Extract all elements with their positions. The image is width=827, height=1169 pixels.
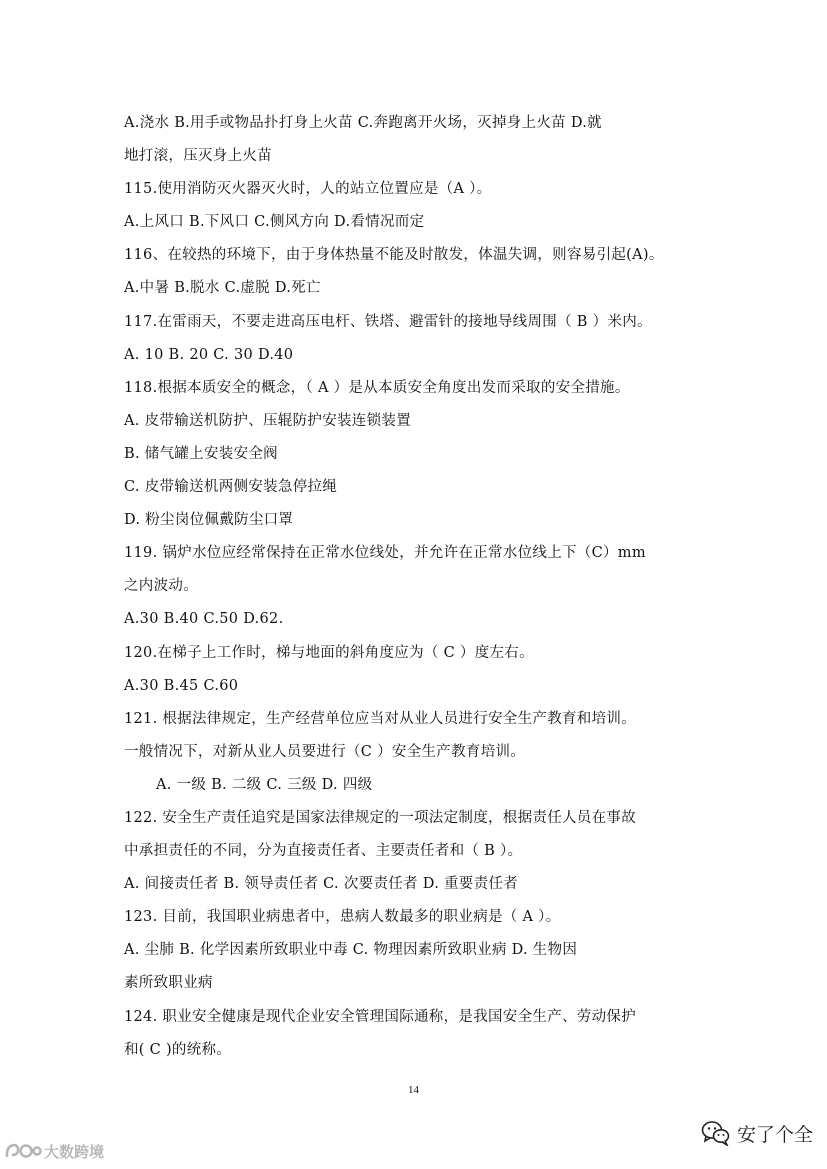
question-124: 124. 职业安全健康是现代企业安全管理国际通称，是我国安全生产、劳动保护	[124, 1008, 636, 1025]
question-122-cont: 中承担责任的不同，分为直接责任者、主要责任者和（ B ）。	[124, 843, 523, 860]
options-120: A.30 B.45 C.60	[124, 677, 239, 694]
options-116: A.中暑 B.脱水 C.虚脱 D.死亡	[124, 280, 321, 297]
options-117: A. 10 B. 20 C. 30 D.40	[124, 346, 294, 363]
question-119-cont: 之内波动。	[124, 578, 198, 595]
question-122: 122. 安全生产责任追究是国家法律规定的一项法定制度，根据责任人员在事故	[124, 809, 636, 826]
text-line: A.浇水 B.用手或物品扑打身上火苗 C.奔跑离开火场，灭掉身上火苗 D.就	[124, 115, 602, 131]
brand-logo-icon	[4, 1140, 42, 1162]
question-121-cont: 一般情况下，对新从业人员要进行（C ）安全生产教育培训。	[124, 743, 526, 760]
options-123: A. 尘肺 B. 化学因素所致职业中毒 C. 物理因素所致职业病 D. 生物因	[124, 942, 578, 959]
question-120: 120.在梯子上工作时，梯与地面的斜角度应为（ C ）度左右。	[124, 644, 534, 661]
text-line: 地打滚，压灭身上火苗	[124, 148, 272, 165]
options-115: A.上风口 B.下风口 C.侧风方向 D.看情况而定	[124, 214, 425, 231]
question-115: 115.使用消防灭火器灭火时，人的站立位置应是（A ）。	[124, 181, 492, 198]
options-122: A. 间接责任者 B. 领导责任者 C. 次要责任者 D. 重要责任者	[124, 876, 519, 893]
options-121: A. 一级 B. 二级 C. 三级 D. 四级	[156, 776, 373, 793]
question-119: 119. 锅炉水位应经常保持在正常水位线处，并允许在正常水位线上下（C）mm	[124, 545, 646, 562]
question-116: 116、在较热的环境下，由于身体热量不能及时散发，体温失调，则容易引起(A)。	[124, 247, 664, 264]
watermark-right-text: 安了个全	[736, 1123, 813, 1146]
option-118-b: B. 储气罐上安装安全阀	[124, 445, 278, 462]
question-117: 117.在雷雨天，不要走进高压电杆、铁塔、避雷针的接地导线周围（ B ）米内。	[124, 313, 652, 330]
page-number: 14	[408, 1084, 419, 1096]
watermark-left	[4, 1138, 104, 1164]
option-118-a: A. 皮带输送机防护、压辊防护安装连锁装置	[124, 412, 411, 429]
options-119: A.30 B.40 C.50 D.62.	[124, 611, 284, 628]
question-123: 123. 目前，我国职业病患者中，患病人数最多的职业病是（ A ）。	[124, 909, 561, 926]
watermark-left-text: 大数跨境	[44, 1142, 105, 1161]
wechat-icon	[701, 1120, 731, 1146]
option-118-d: D. 粉尘岗位佩戴防尘口罩	[124, 512, 294, 529]
question-121: 121. 根据法律规定，生产经营单位应当对从业人员进行安全生产教育和培训。	[124, 710, 636, 727]
watermark-right	[701, 1115, 813, 1151]
option-118-c: C. 皮带输送机两侧安装急停拉绳	[124, 479, 338, 496]
document-body	[124, 107, 714, 1067]
options-123-cont: 素所致职业病	[124, 975, 213, 992]
question-124-cont: 和( C )的统称。	[124, 1041, 232, 1058]
question-118: 118.根据本质安全的概念，（ A ）是从本质安全角度出发而采取的安全措施。	[124, 379, 630, 396]
